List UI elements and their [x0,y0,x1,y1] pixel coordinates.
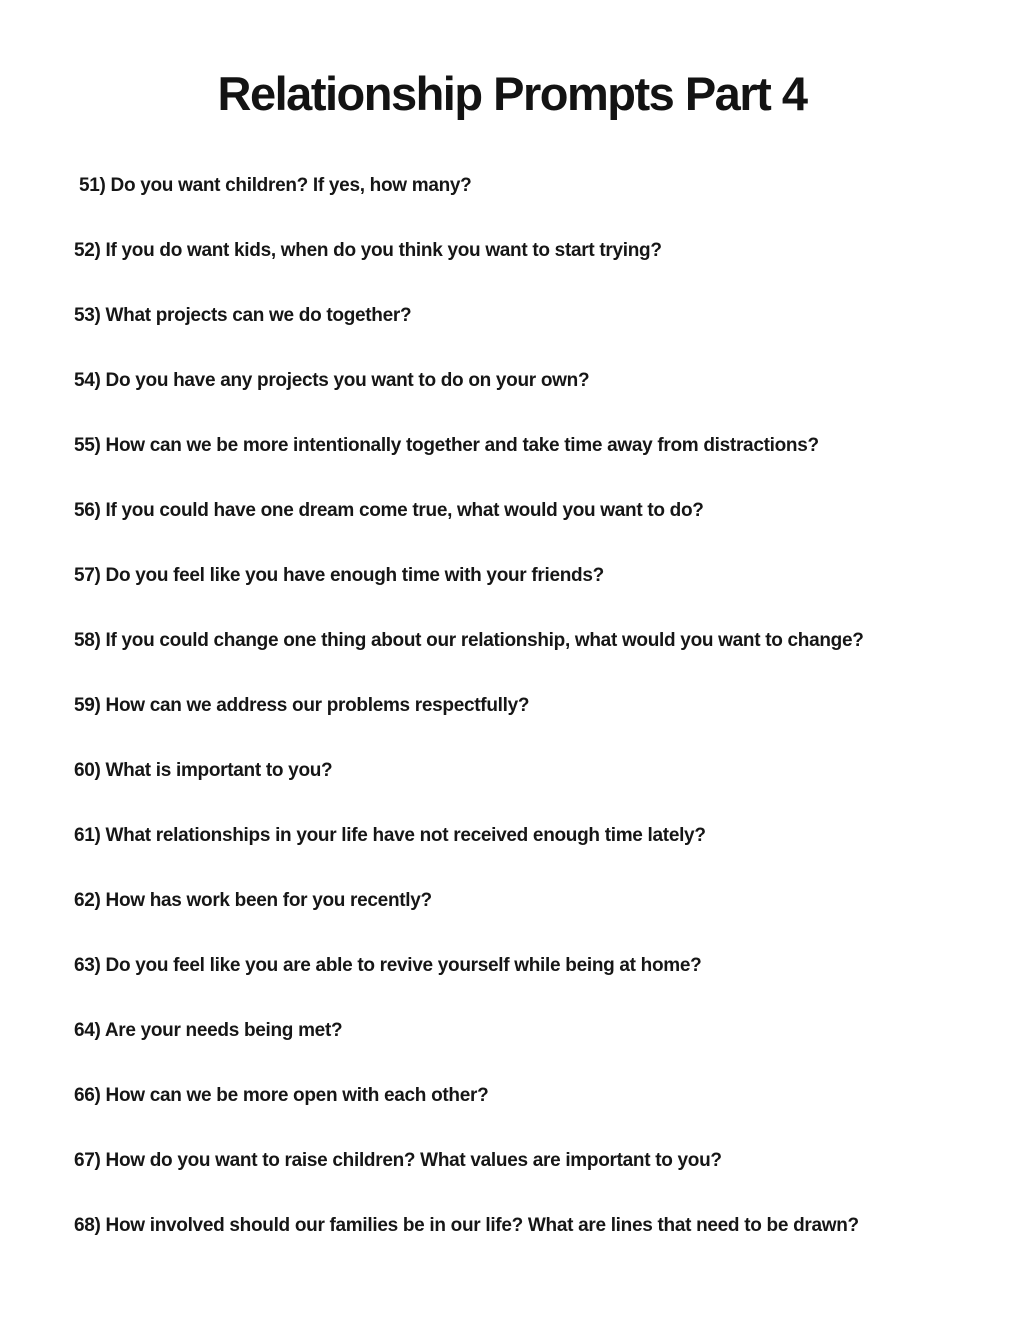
prompt-item-61: 61) What relationships in your life have not received enough time lately? [74,825,706,847]
prompt-item-66: 66) How can we be more open with each other? [74,1085,489,1107]
prompt-item-58: 58) If you could change one thing about our relationship, what would you want to change? [74,630,864,652]
prompt-item-63: 63) Do you feel like you are able to revive yourself while being at home? [74,955,702,977]
prompt-item-55: 55) How can we be more intentionally together and take time away from distractions? [74,435,819,457]
prompt-item-51: 51) Do you want children? If yes, how many? [74,175,472,197]
prompt-item-67: 67) How do you want to raise children? What values are important to you? [74,1150,722,1172]
prompt-item-54: 54) Do you have any projects you want to do on your own? [74,370,590,392]
prompt-item-57: 57) Do you feel like you have enough time with your friends? [74,565,604,587]
prompt-item-53: 53) What projects can we do together? [74,305,412,327]
page-title: Relationship Prompts Part 4 [217,67,807,120]
prompt-item-62: 62) How has work been for you recently? [74,890,432,912]
prompt-item-60: 60) What is important to you? [74,760,333,782]
prompt-item-52: 52) If you do want kids, when do you think you want to start trying? [74,240,662,262]
prompt-item-68: 68) How involved should our families be in our life? What are lines that need to be drawn? [74,1215,859,1237]
prompt-item-56: 56) If you could have one dream come true, what would you want to do? [74,500,704,522]
prompt-list [0,174,1024,1238]
prompt-item-64: 64) Are your needs being met? [74,1020,343,1042]
prompt-item-59: 59) How can we address our problems respectfully? [74,695,530,717]
